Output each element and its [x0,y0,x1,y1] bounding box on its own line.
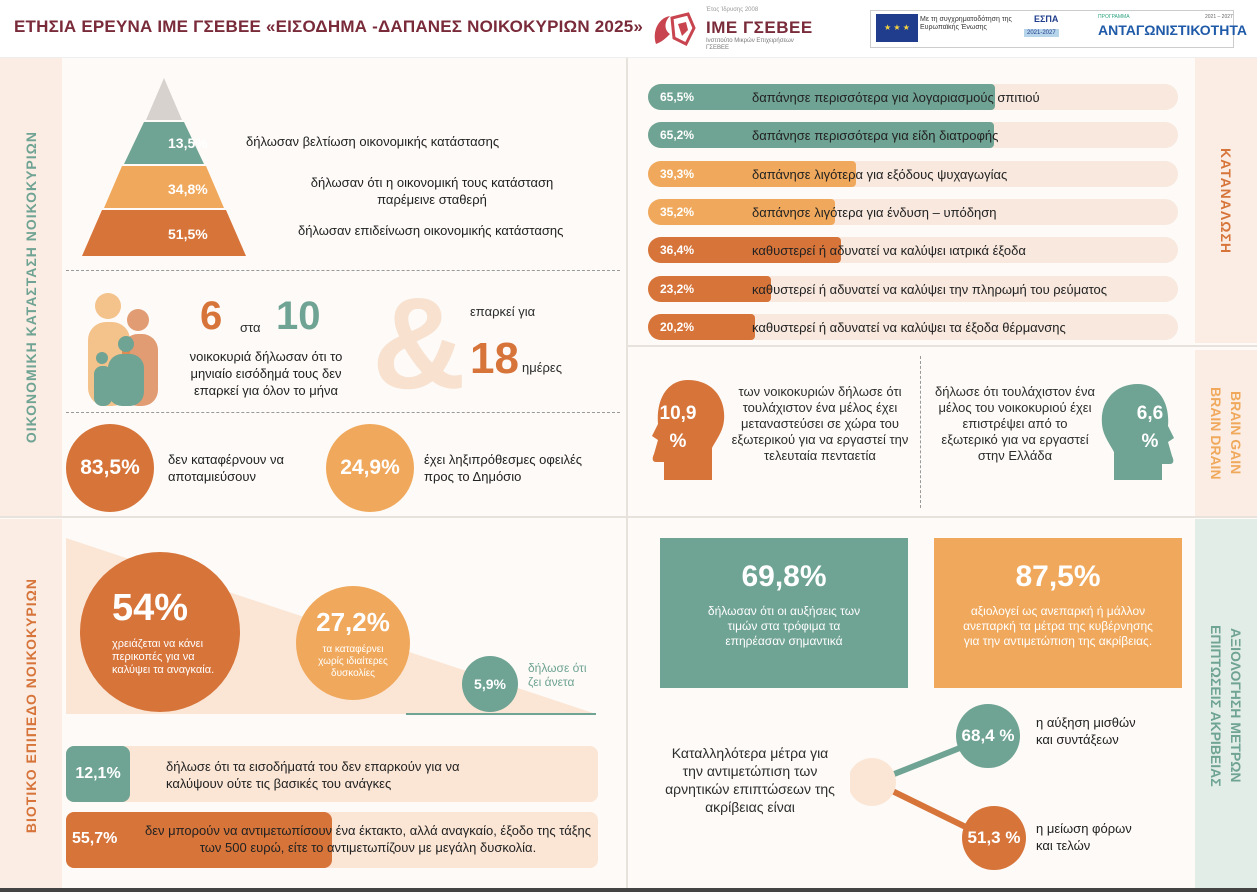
consumption-bar-value: 65,5% [660,90,695,104]
six-in-label: στα [240,320,261,335]
six-number: 6 [200,294,223,338]
debts-text: έχει ληξιπρόθεσμες οφειλές προς το Δημόσιο [424,452,583,484]
living-circle-1 [80,552,240,712]
debts-circle: 24,9% [326,424,414,512]
tab-consumption [1195,58,1257,343]
logo-name: ΙΜΕ ΓΣΕΒΕΕ [706,18,813,37]
pyramid-label-2: δήλωσαν ότι η οικονομική τους κατάσταση παρέμεινε σταθερή [310,175,554,207]
tab-economic [0,58,62,516]
tab-consumption-label: ΚΑΤΑΝΑΛΩΣΗ [1218,147,1234,254]
ten-number: 10 [276,294,321,338]
consumption-bar-label: δαπάνησε περισσότερα για λογαριασμούς σπιτιού [752,90,1040,105]
consumption-bar-label: καθυστερεί ή αδυνατεί να καλύψει ιατρικά έξοδα [752,243,1026,259]
living-c1-text: χρειάζεται να κάνει περικοπές για να καλύψει τα αναγκαία. [112,638,215,676]
page-title: ΕΤΗΣΙΑ ΕΡΕΥΝΑ ΙΜΕ ΓΣΕΒΕΕ «ΕΙΣΟΔΗΜΑ -ΔΑΠΑΝΕΣ ΝΟΙΚΟΚΥΡΙΩΝ 2025» [14,17,644,36]
living-c3-text: δήλωσε ότι ζει άνετα [528,661,587,689]
consumption-bar-label: καθυστερεί ή αδυνατεί να καλύψει την πληρωμή του ρεύματος [752,281,1108,297]
living-c2-text: τα καταφέρνει χωρίς ιδιαίτερες δυσκολίες [318,643,388,679]
eu-flag-icon: ★ ★ ★ [876,14,918,42]
days-number: 18 [470,334,519,383]
consumption-bar-value: 39,3% [660,166,695,181]
brain-drain-text: των νοικοκυριών δήλωσε ότι τουλάχιστον ένα μέλος έχει μεταναστεύσει σε χώρα του εξωτερικού για να εργαστεί την τελευταία πενταετία [731,384,909,463]
dashed-divider [66,270,620,271]
ampersand-decor: & [372,270,466,416]
espa-years: 2021-2027 [1024,29,1059,37]
pyramid-value-1: 13,5% [168,135,208,151]
living-band-1-value: 12,1% [66,746,130,802]
pyramid-value-3: 51,5% [168,226,208,242]
espa-logo: ΕΣΠΑ [1034,14,1059,24]
consumption-bar-label: δαπάνησε περισσότερα για είδη διατροφής [752,128,999,144]
consumption-bar-value: 20,2% [660,319,695,334]
consumption-bar-label: καθυστερεί ή αδυνατεί να καλύψει τα έξοδα θέρμανσης [752,319,1066,335]
brain-gain-text: δήλωσε ότι τουλάχιστον ένα μέλος του νοικοκυριού έχει επιστρέψει από το εξωτερικό για να εργαστεί στην Ελλάδα [935,384,1095,463]
tab-living-label: ΒΙΟΤΙΚΟ ΕΠΙΠΕΔΟ ΝΟΙΚΟΚΥΡΙΩΝ [23,577,39,834]
tab-precision-label-2: ΑΞΙΟΛΟΓΗΣΗ ΜΕΤΡΩΝ [1228,628,1244,783]
tab-living [0,519,62,892]
precision-box-2-value: 87,5% [1015,560,1101,593]
horizontal-divider [0,516,1257,518]
precision-box-2-text: αξιολογεί ως ανεπαρκή ή μάλλον ανεπαρκή τα μέτρα της κυβέρνησης για την αντιμετώπιση της ακρίβειας. [963,604,1153,648]
precision-opt2-value: 51,3 % [962,806,1026,870]
precision-opt2-text: η μείωση φόρων και τελών [1036,821,1132,853]
pyramid-label-3: δήλωσαν επιδείνωση οικονομικής κατάστασης [298,223,564,238]
precision-box-1-value: 69,8% [741,560,827,593]
tab-brain [1195,350,1257,516]
precision-question: Καταλληλότερα μέτρα για την αντιμετώπιση των αρνητικών επιπτώσεων της ακρίβειας είναι [665,745,835,815]
consumption-row [648,84,1178,110]
savings-text: δεν καταφέρνουν να αποταμιεύσουν [168,452,285,484]
tab-brain-gain-label: BRAIN GAIN [1228,391,1244,475]
consumption-row [648,276,1178,302]
vertical-divider [626,58,628,892]
logo-established: Έτος Ίδρυσης 2008 [706,7,759,13]
vertical-dashed-divider [920,356,921,508]
living-band-2-text: δεν μπορούν να αντιμετωπίσουν ένα έκτακτο, αλλά αναγκαίο, έξοδο της τάξης των 500 ευρώ, είτε το αντιμετωπίζουν με μεγάλη δυσκολία. [144,823,592,855]
tab-precision [1195,519,1257,892]
precision-box-1 [660,538,908,688]
consumption-chart [648,84,1178,334]
savings-circle: 83,5% [66,424,154,512]
consumption-bar-label: δαπάνησε λιγότερα για εξόδους ψυχαγωγίας [752,166,1008,182]
pyramid-top [146,78,182,120]
living-c2-value: 27,2% [316,606,390,637]
bottom-bar [0,888,1257,892]
right-divider [628,345,1257,347]
pyramid-tier-3 [82,210,246,256]
program-name: ΑΝΤΑΓΩΝΙΣΤΙΚΟΤΗΤΑ [1098,22,1247,38]
precision-box-1-text: δήλωσαν ότι οι αυξήσεις των τιμών στα τρόφιμα τα επηρέασαν σημαντικά [707,604,861,648]
ime-logo-icon [648,8,702,52]
pyramid-value-2: 34,8% [168,181,208,197]
six-ten-text: νοικοκυριά δήλωσαν ότι το μηνιαίο εισόδημά τους δεν επαρκεί για όλον το μήνα [189,349,343,398]
consumption-bar-value: 35,2% [660,204,695,219]
consumption-bar-value: 23,2% [660,281,695,296]
brain-drain-value: 10,9 % [659,403,697,452]
tab-precision-label-1: ΕΠΙΠΤΩΣΕΙΣ ΑΚΡΙΒΕΙΑΣ [1208,624,1224,787]
eu-funding-text: Με τη συγχρηματοδότηση της Ευρωπαϊκής Ένωσης [920,16,1012,31]
dashed-divider-2 [66,412,620,413]
precision-opt1-value: 68,4 % [956,704,1020,768]
brain-gain-value: 6,6 % [1136,403,1164,452]
consumption-row [648,122,1178,148]
consumption-row [648,237,1178,263]
consumption-row [648,161,1178,187]
consumption-bar-label: δαπάνησε λιγότερα για ένδυση – υπόδηση [752,204,997,220]
tab-brain-drain-label: BRAIN DRAIN [1208,386,1224,480]
pyramid-chart [82,78,247,258]
living-circle-3: 5,9% [462,656,518,712]
family-icon [80,290,162,410]
living-c1-value: 54% [112,587,189,629]
precision-box-2 [934,538,1182,688]
precision-opt1-text: η αύξηση μισθών και συντάξεων [1036,715,1136,747]
living-circle-2 [296,586,410,700]
living-band-2-value: 55,7% [72,830,118,847]
days-prefix: επαρκεί για [470,304,536,319]
pyramid-label-1: δήλωσαν βελτίωση οικονομικής κατάστασης [246,134,500,149]
consumption-bar-value: 36,4% [660,243,695,258]
consumption-bar-value: 65,2% [660,128,695,143]
days-suffix: ημέρες [522,360,562,375]
program-label: ΠΡΟΓΡΑΜΜΑ [1098,14,1130,20]
logo-subtitle: Ινστιτούτο Μικρών Επιχειρήσεων ΓΣΕΒΕΕ [706,38,794,51]
consumption-row [648,199,1178,225]
consumption-row [648,314,1178,340]
program-years: 2021 – 2027 [1205,14,1233,20]
tab-economic-label: ΟΙΚΟΝΟΜΙΚΗ ΚΑΤΑΣΤΑΣΗ ΝΟΙΚΟΚΥΡΙΩΝ [23,130,39,444]
living-band-1-text: δήλωσε ότι τα εισοδήματά του δεν επαρκούν για να καλύψουν ούτε τις βασικές του ανάγκες [166,759,460,791]
